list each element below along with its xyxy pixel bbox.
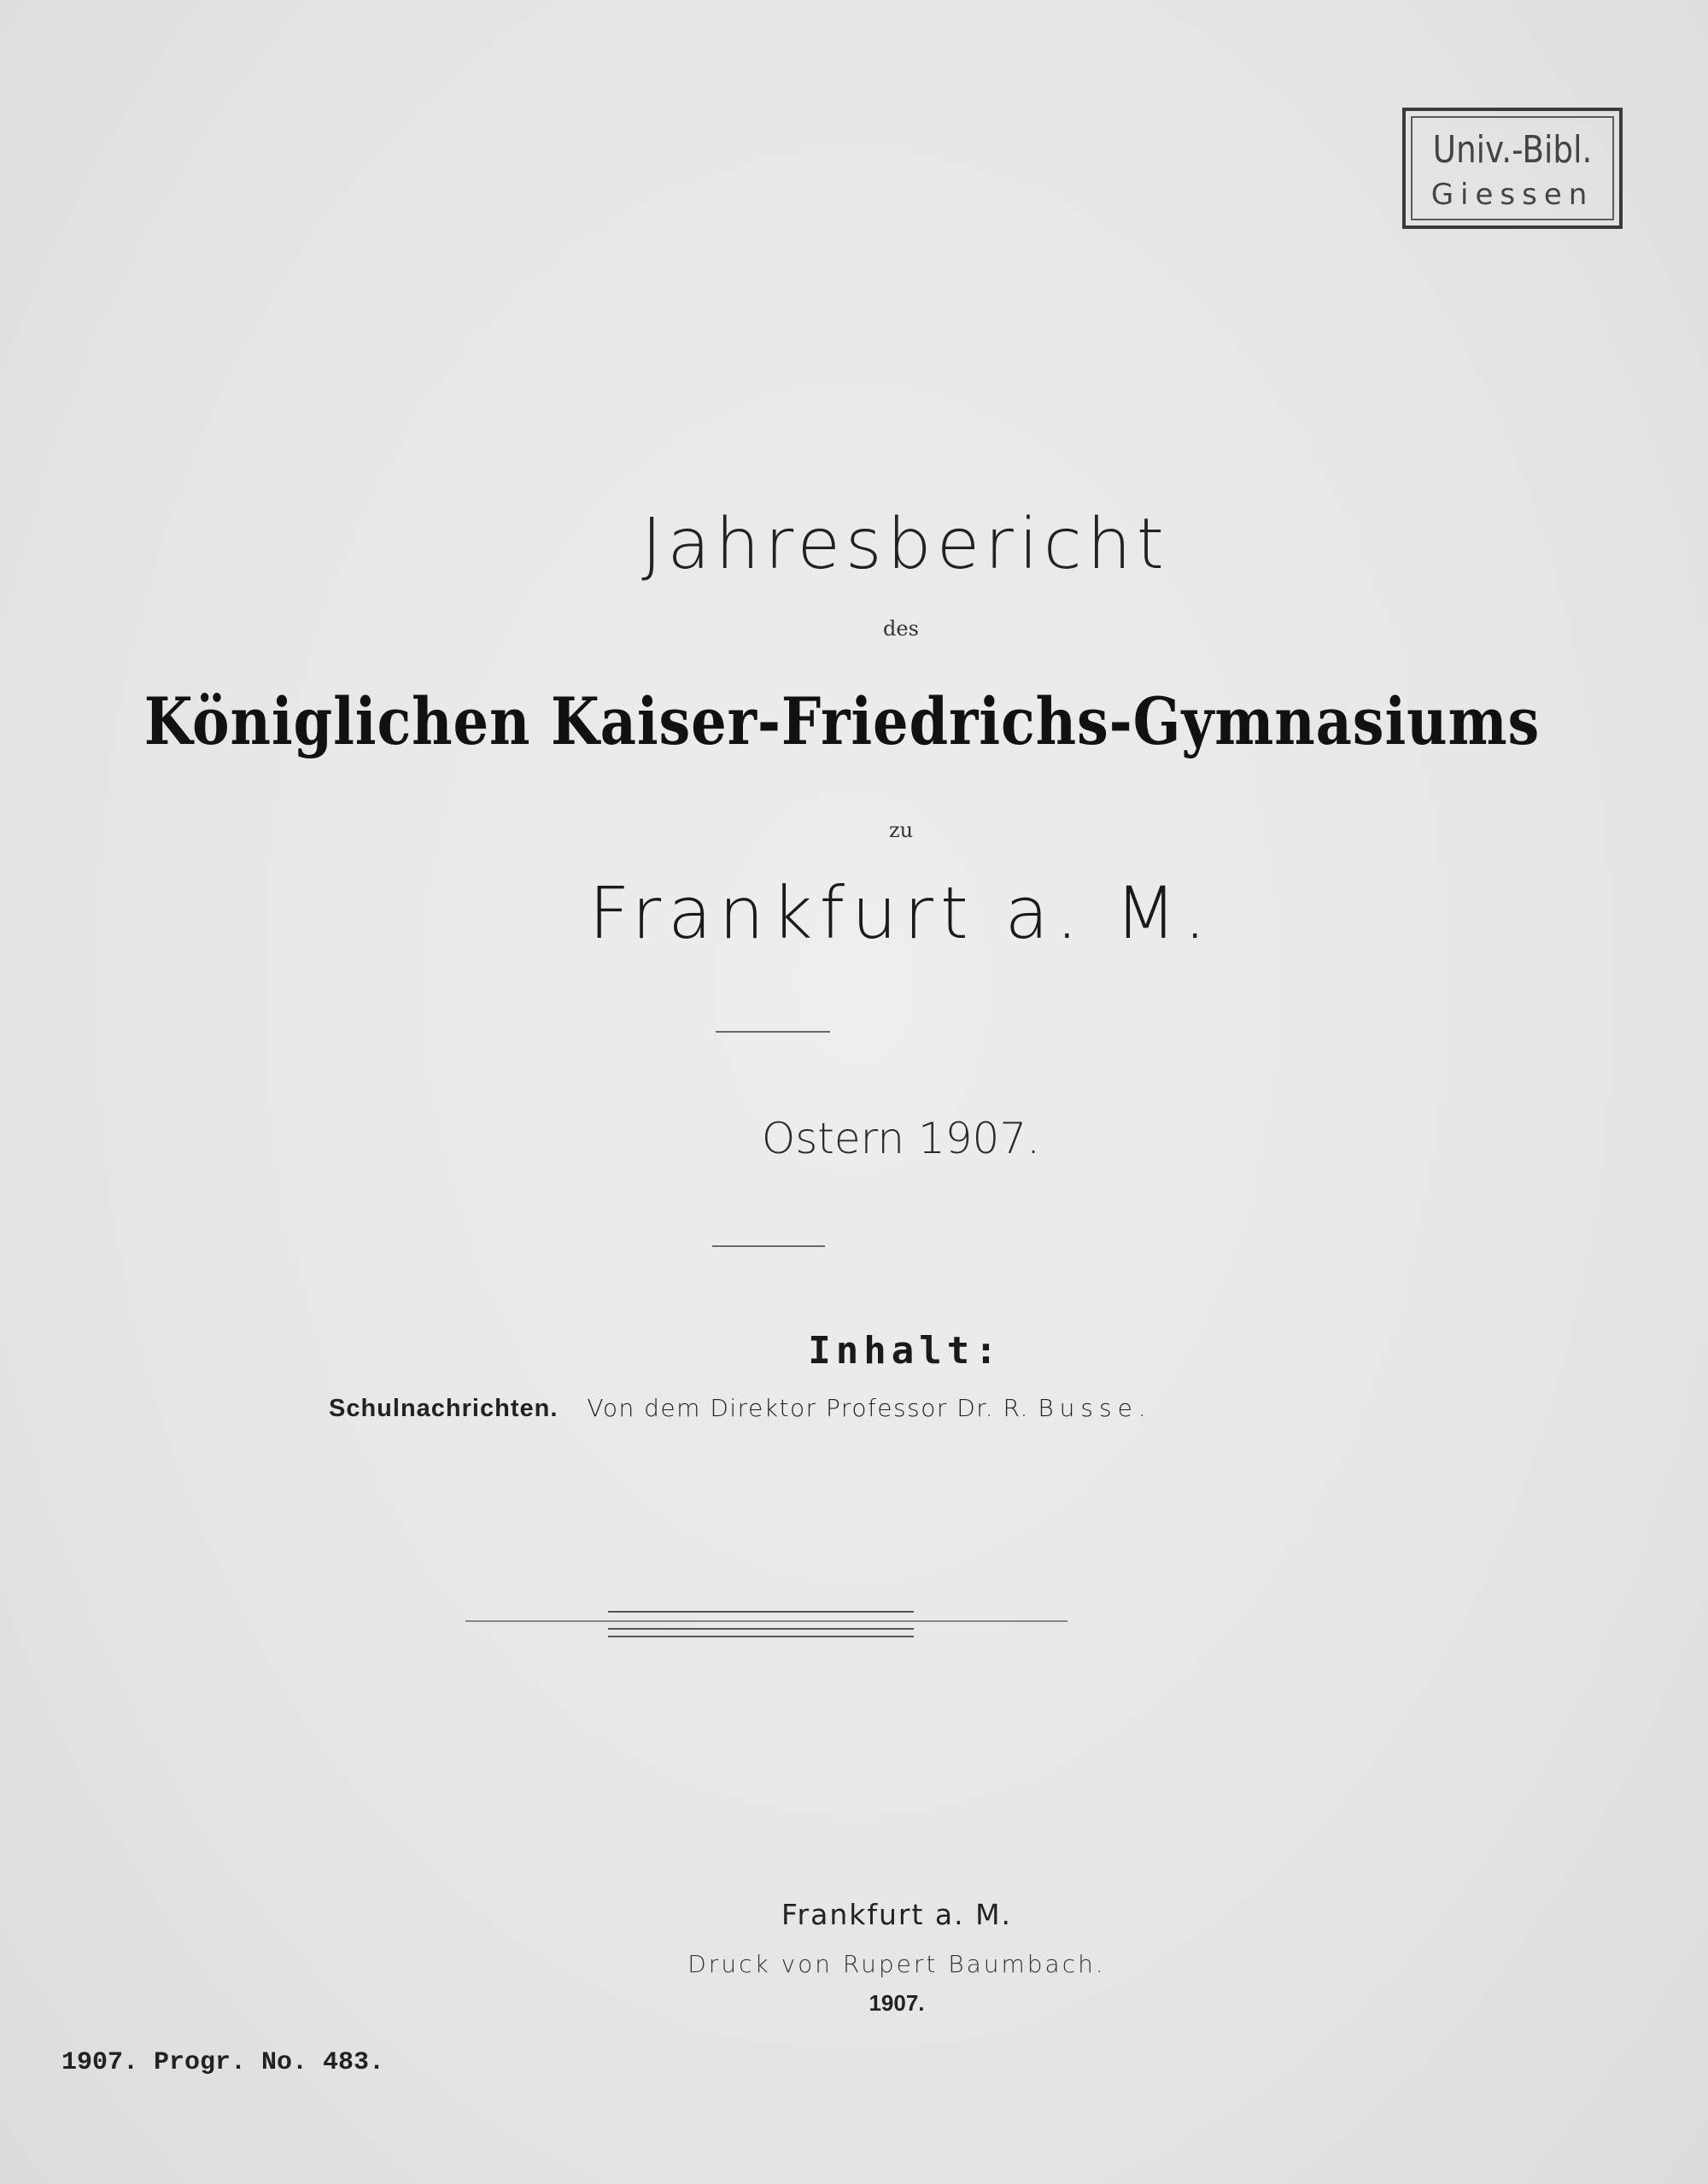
imprint-city: Frankfurt a. M.: [781, 1898, 1013, 1931]
author-prefix: Von dem Direktor Professor Dr. R.: [587, 1394, 1029, 1422]
divider-rule: [716, 1031, 830, 1033]
imprint-printer: Druck von Rupert Baumbach.: [687, 1950, 1106, 1978]
city-name: Frankfurt a. M.: [588, 871, 1214, 955]
ornamental-rule: [608, 1636, 914, 1637]
contents-heading: Inhalt:: [808, 1329, 1003, 1373]
report-title: Jahresbericht: [641, 504, 1169, 585]
ornamental-rule: [465, 1620, 1068, 1622]
divider-rule: [712, 1245, 825, 1247]
ornamental-rule: [608, 1628, 914, 1630]
imprint-year: 1907.: [869, 1990, 925, 2016]
contents-item-title: Schulnachrichten.: [329, 1395, 559, 1422]
library-stamp: [1402, 108, 1623, 229]
contents-item-author: [587, 1394, 1151, 1422]
ornamental-rule: [608, 1611, 914, 1613]
edition-date: Ostern 1907.: [761, 1114, 1041, 1163]
author-surname: Busse.: [1038, 1394, 1152, 1422]
program-number: 1907. Progr. No. 483.: [61, 2048, 385, 2077]
connector-zu: zu: [888, 818, 914, 842]
stamp-line-city: Giessen: [1430, 178, 1594, 212]
stamp-line-library: Univ.-Bibl.: [1432, 128, 1593, 172]
connector-des: des: [883, 617, 919, 641]
institution-name: Königlichen Kaiser-Friedrichs-Gymnasiums: [143, 683, 1541, 759]
contents-entry: [329, 1394, 1152, 1423]
